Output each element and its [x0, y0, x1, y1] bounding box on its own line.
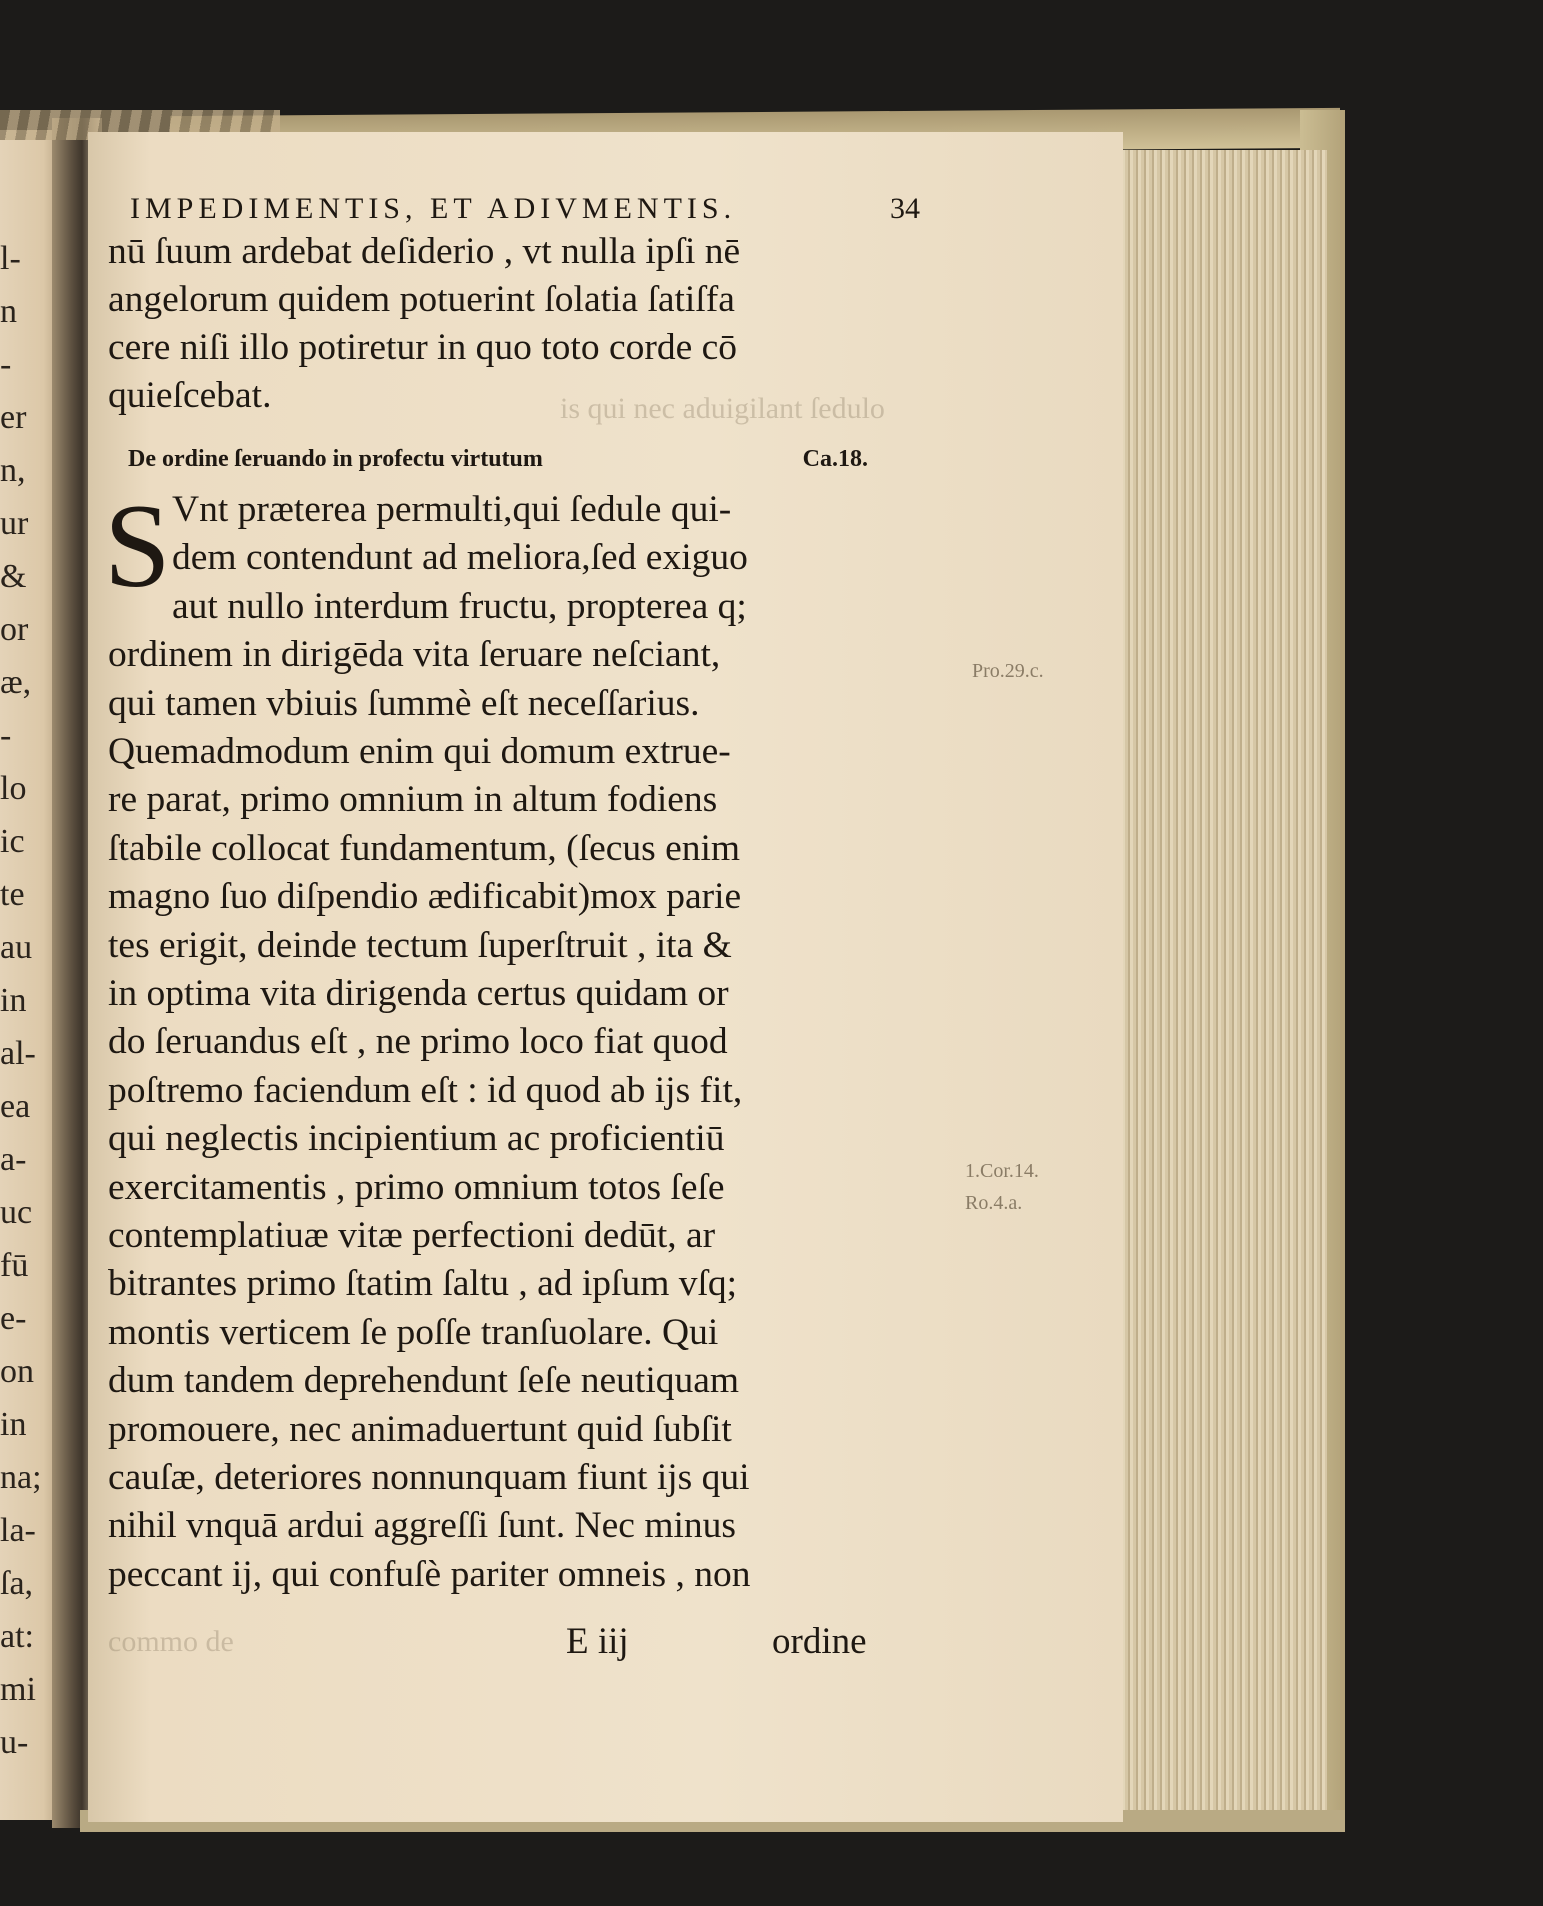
text-line: qui tamen vbiuis ſummè eſt neceſſarius.	[108, 682, 700, 724]
text-line: nū ſuum ardebat deſiderio , vt nulla ipſi nē	[108, 231, 741, 272]
left-page-word: te	[0, 876, 25, 913]
marginal-note: Ro.4.a.	[965, 1192, 1023, 1214]
left-page-word: in	[0, 1406, 27, 1443]
text-line: quieſcebat.	[108, 375, 272, 416]
left-page-word: at:	[0, 1618, 34, 1655]
left-page-word: n	[0, 293, 17, 330]
chapter-title: De ordine ſeruando in profectu virtutum	[128, 446, 543, 472]
text-line: cere niſi illo potiretur in quo toto corde cō	[108, 327, 737, 368]
left-page-word: ea	[0, 1088, 31, 1125]
left-page-word: mi	[0, 1671, 36, 1708]
text-line: bitrantes primo ſtatim ſaltu , ad ipſum vſq;	[108, 1263, 738, 1305]
left-page-word: na;	[0, 1459, 42, 1496]
left-page-word: ur	[0, 505, 29, 542]
left-page-word: al-	[0, 1035, 36, 1072]
left-page-word: n,	[0, 452, 26, 489]
left-page-word: in	[0, 982, 27, 1019]
left-page-word: or	[0, 611, 29, 648]
left-page-word: a-	[0, 1141, 27, 1178]
left-page-word: lo	[0, 770, 27, 807]
text-line: promouere, nec animaduertunt quid ſubſit	[108, 1408, 732, 1450]
text-line: in optima vita dirigenda certus quidam or	[108, 973, 729, 1014]
text-line: ordinem in dirigēda vita ſeruare neſciant,	[108, 634, 721, 676]
text-line: angelorum quidem potuerint ſolatia ſatiſfa	[108, 279, 735, 320]
folio-number: 34	[890, 192, 920, 225]
left-page-word: u-	[0, 1724, 29, 1761]
left-page-word: ſa,	[0, 1565, 34, 1602]
running-head	[130, 192, 920, 226]
text-line: magno ſuo diſpendio ædificabit)mox parie	[108, 876, 742, 918]
chapter-heading	[128, 446, 868, 473]
text-line: re parat, primo omnium in altum fodiens	[108, 779, 718, 821]
catchword: ordine	[772, 1621, 867, 1662]
marginal-note: Pro.29.c.	[972, 660, 1044, 682]
left-page-word: er	[0, 399, 27, 436]
text-line: nihil vnquā ardui aggreſſi ſunt. Nec minus	[108, 1505, 736, 1547]
text-line: Vnt præterea permulti,qui ſedule qui-	[172, 489, 732, 530]
text-line: tes erigit, deinde tectum ſuperſtruit , ita &	[108, 924, 732, 966]
drop-cap: S	[104, 479, 171, 612]
left-page-word: &	[0, 558, 27, 595]
running-head-title: IMPEDIMENTIS, ET ADIVMENTIS.	[130, 192, 737, 225]
text-line: contemplatiuæ vitæ perfectioni dedūt, ar	[108, 1215, 716, 1256]
text-line: cauſæ, deteriores nonnunquam fiunt ijs qui	[108, 1457, 750, 1498]
text-line: aut nullo interdum fructu, propterea q;	[172, 585, 747, 627]
left-page-word: ic	[0, 823, 25, 860]
left-page-word: e-	[0, 1300, 27, 1337]
signature-mark: E iij	[566, 1621, 629, 1662]
text-line: Quemadmodum enim qui domum extrue-	[108, 731, 731, 772]
text-line: dem contendunt ad meliora,ſed exiguo	[172, 537, 748, 579]
left-page-word: la-	[0, 1512, 36, 1549]
bleed-through-text: commo de	[108, 1625, 234, 1658]
text-line: ſtabile collocat fundamentum, (ſecus enim	[108, 827, 741, 869]
left-page-word: æ,	[0, 664, 32, 701]
left-page-word: fū	[0, 1247, 29, 1284]
text-line: exercitamentis , primo omnium totos ſeſe	[108, 1166, 725, 1208]
bleed-through-text: is qui nec aduigilant ſedulo	[560, 392, 885, 425]
marginal-note: 1.Cor.14.	[965, 1160, 1039, 1182]
left-page-word: -	[0, 717, 12, 754]
left-page-word: uc	[0, 1194, 33, 1231]
left-page-word: -	[0, 346, 12, 383]
left-page-word: on	[0, 1353, 34, 1390]
text-line: do ſeruandus eſt , ne primo loco fiat quod	[108, 1021, 728, 1063]
chapter-number: Ca.18.	[802, 446, 868, 472]
left-page-word: au	[0, 929, 33, 966]
text-line: dum tandem deprehendunt ſeſe neutiquam	[108, 1360, 740, 1402]
left-page-word: l-	[0, 240, 21, 277]
page-fore-edge	[1115, 150, 1327, 1810]
text-line: qui neglectis incipientium ac proficientiū	[108, 1118, 725, 1160]
text-line: montis verticem ſe poſſe tranſuolare. Qui	[108, 1311, 719, 1353]
text-line: peccant ij, qui confuſè pariter omneis , non	[108, 1553, 751, 1595]
text-line: poſtremo faciendum eſt : id quod ab ijs fit,	[108, 1069, 743, 1111]
